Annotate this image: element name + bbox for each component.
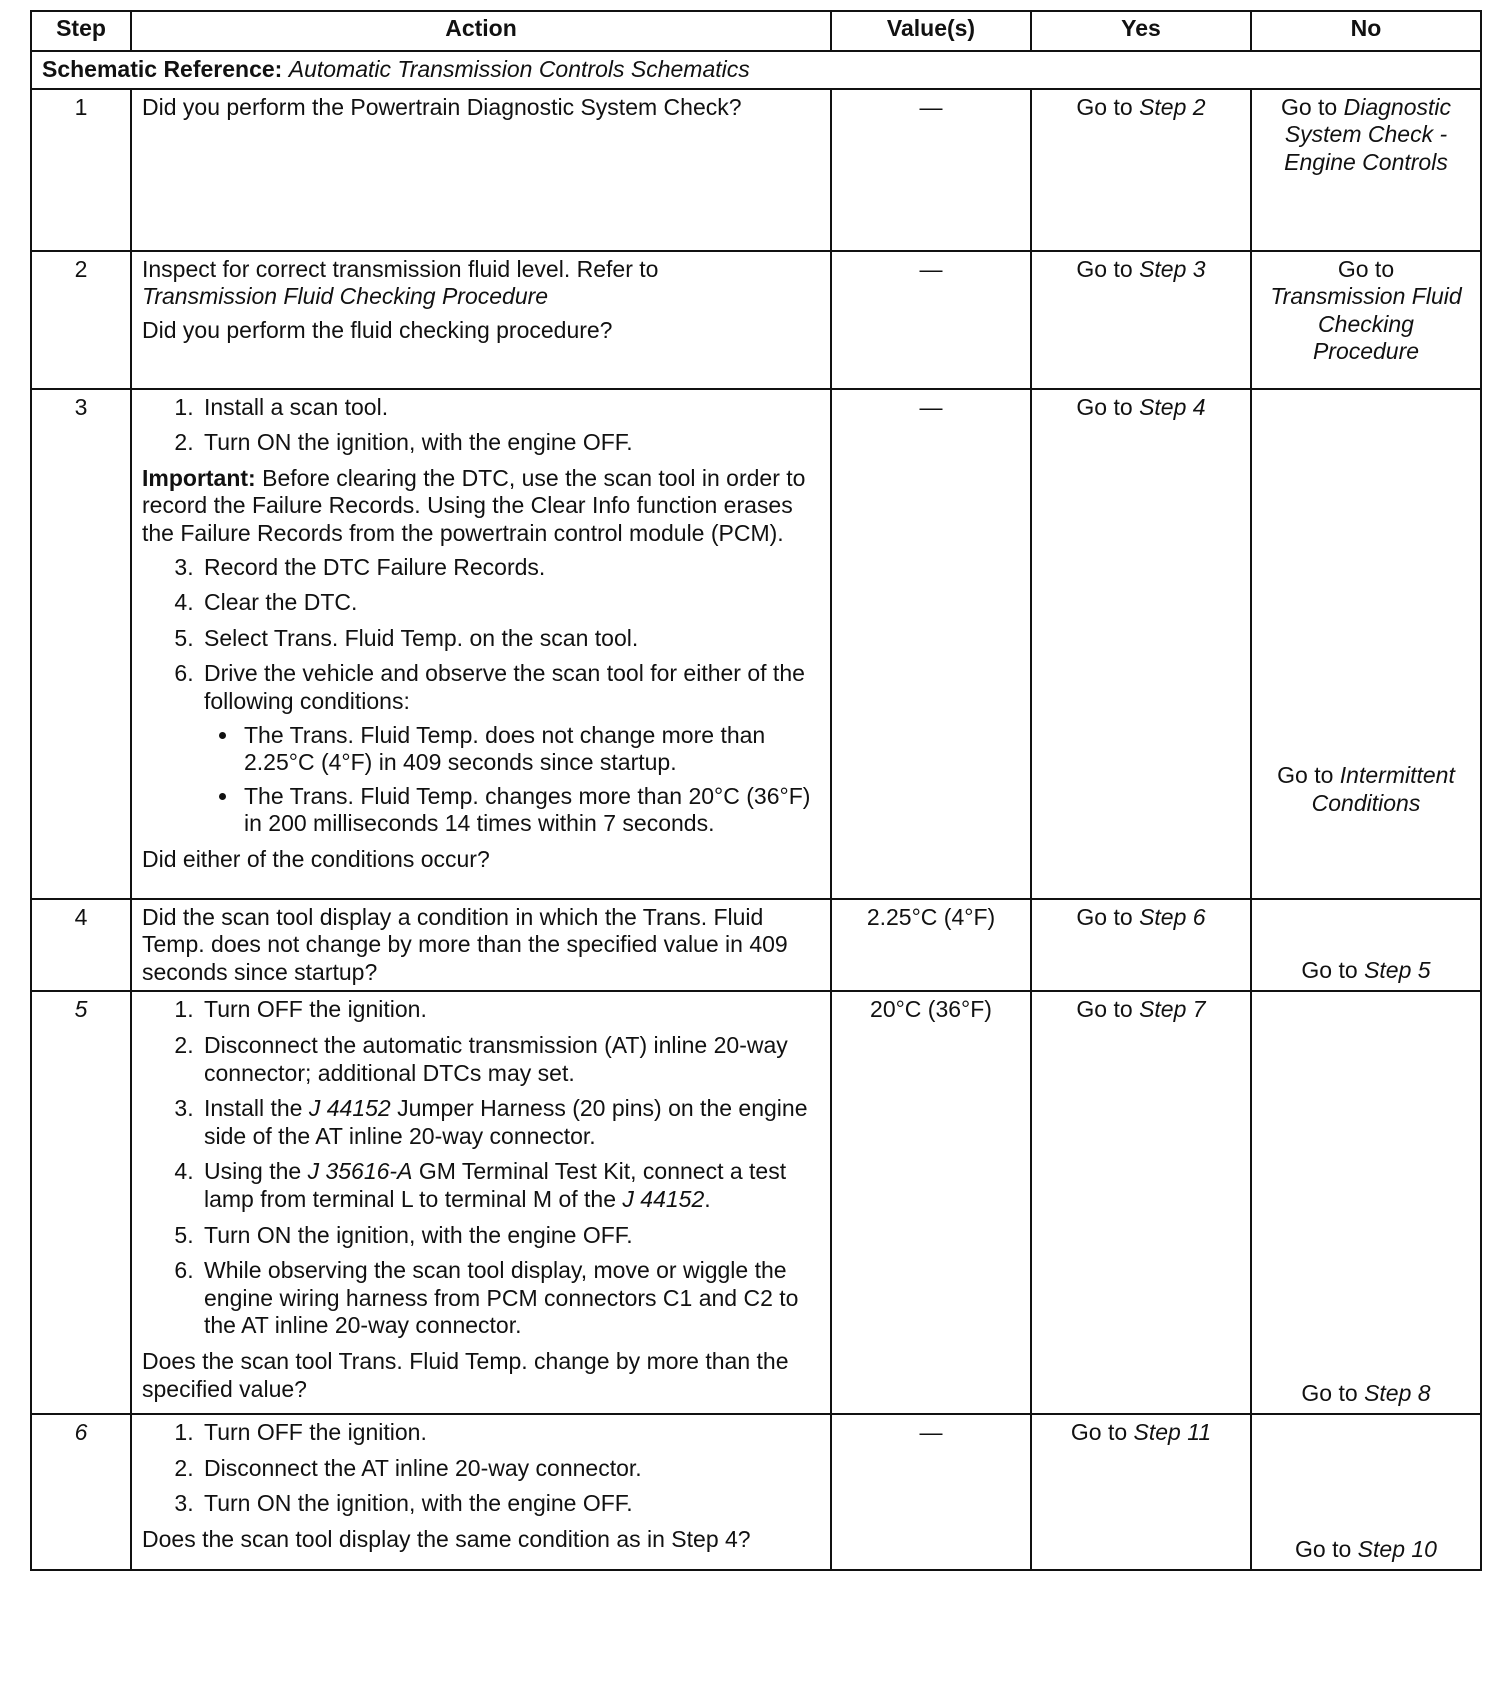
diagnostic-table [30,10,1482,1571]
schematic-reference-row [31,51,1481,89]
no-link[interactable]: Step 8 [1364,1379,1431,1406]
yes-link[interactable]: Step 6 [1139,903,1206,930]
no-link[interactable]: Intermittent Conditions [1311,762,1455,816]
important-note: Important: Before clearing the DTC, use the scan tool in order to record the Failure Records. Using the Clear Info function erases the Failure Records from the powertrain control module (PCM). [142,464,806,546]
yes-cell: Go to Step 7 [1031,991,1251,1414]
table-row [31,89,1481,251]
action-question: Did either of the conditions occur? [142,845,490,872]
action-step: 3. Record the DTC Failure Records. [200,554,820,582]
condition-bullet: • The Trans. Fluid Temp. does not change more than 2.25°C (4°F) in 409 seconds since startup. [240,722,820,777]
condition-bullet: • The Trans. Fluid Temp. changes more than 20°C (36°F) in 200 milliseconds 14 times within 7 seconds. [240,783,820,838]
yes-cell: Go to Step 4 [1031,389,1251,899]
action-step: 1. Turn OFF the ignition. [200,996,820,1024]
action-step: 6. Drive the vehicle and observe the scan tool for either of the following conditions: • The Trans. Fluid Temp. does not change more than 2.25°C (4°F) in 409 seconds since startup. • The Trans. Fluid Temp. changes more than 20°C (36°F) in 200 milliseconds 14 times within 7 seconds. [200,660,820,838]
no-link[interactable]: Step 10 [1357,1535,1437,1562]
step-number: 5 [31,991,131,1414]
header-action: Action [131,11,831,51]
action-step: 1. Install a scan tool. [200,394,820,422]
action-step: 6. While observing the scan tool display, move or wiggle the engine wiring harness from PCM connectors C1 and C2 to the AT inline 20-way connector. [200,1257,820,1340]
yes-link[interactable]: Step 2 [1139,93,1206,120]
step-number: 2 [31,251,131,389]
yes-cell: Go to Step 6 [1031,899,1251,992]
action-question: Did you perform the fluid checking procedure? [142,316,613,343]
header-row [31,11,1481,51]
action-step: 3. Turn ON the ignition, with the engine OFF. [200,1490,820,1518]
yes-cell: Go to Step 11 [1031,1414,1251,1570]
value-cell: 20°C (36°F) [831,991,1031,1414]
no-link[interactable]: Step 5 [1364,956,1431,983]
action-step: 4. Clear the DTC. [200,589,820,617]
value-cell: — [831,89,1031,251]
no-cell: Go to Diagnostic System Check - Engine Controls [1251,89,1481,251]
action-question: Did the scan tool display a condition in which the Trans. Fluid Temp. does not change by more than the specified value in 409 seconds since startup? [142,903,788,985]
action-cell [131,1414,831,1570]
header-no: No [1251,11,1481,51]
no-link[interactable]: Transmission Fluid Checking Procedure [1270,283,1462,365]
table-row [31,899,1481,992]
action-cell [131,899,831,992]
table-row [31,389,1481,899]
action-question: Does the scan tool Trans. Fluid Temp. change by more than the specified value? [142,1347,789,1402]
procedure-link[interactable]: Transmission Fluid Checking Procedure [142,283,549,310]
header-yes: Yes [1031,11,1251,51]
yes-link[interactable]: Step 3 [1139,255,1206,282]
no-cell: Go to Transmission Fluid Checking Procedure [1251,251,1481,389]
step-number: 4 [31,899,131,992]
step-number: 1 [31,89,131,251]
value-cell: — [831,251,1031,389]
table-row [31,991,1481,1414]
action-step: 5. Turn ON the ignition, with the engine OFF. [200,1222,820,1250]
action-cell [131,991,831,1414]
action-step: 2. Disconnect the AT inline 20-way connector. [200,1455,820,1483]
header-step: Step [31,11,131,51]
action-step: 5. Select Trans. Fluid Temp. on the scan tool. [200,625,820,653]
action-cell [131,389,831,899]
action-step: 1. Turn OFF the ignition. [200,1419,820,1447]
yes-cell: Go to Step 3 [1031,251,1251,389]
tool-reference: J 35616-A [307,1158,413,1185]
value-cell: — [831,389,1031,899]
no-cell: Go to Intermittent Conditions [1251,389,1481,899]
header-value: Value(s) [831,11,1031,51]
action-step: 3. Install the J 44152 Jumper Harness (20 pins) on the engine side of the AT inline 20-way connector. [200,1095,820,1150]
step-number: 3 [31,389,131,899]
step-number: 6 [31,1414,131,1570]
value-cell: — [831,1414,1031,1570]
yes-cell: Go to Step 2 [1031,89,1251,251]
action-step: 2. Turn ON the ignition, with the engine OFF. [200,429,820,457]
tool-reference: J 44152 [622,1185,705,1212]
action-question: Does the scan tool display the same condition as in Step 4? [142,1525,751,1552]
action-cell [131,89,831,251]
schematic-reference-label: Schematic Reference: [42,56,283,82]
action-instruction: Inspect for correct transmission fluid level. Refer to [142,255,659,282]
yes-link[interactable]: Step 11 [1133,1419,1212,1446]
value-cell: 2.25°C (4°F) [831,899,1031,992]
action-cell [131,251,831,389]
table-row [31,251,1481,389]
no-link[interactable]: Diagnostic System Check - Engine Controls [1284,93,1452,175]
no-cell: Go to Step 5 [1251,899,1481,992]
action-step: 4. Using the J 35616-A GM Terminal Test Kit, connect a test lamp from terminal L to terminal M of the J 44152. [200,1158,820,1213]
yes-link[interactable]: Step 7 [1139,996,1206,1023]
no-cell: Go to Step 8 [1251,991,1481,1414]
no-cell: Go to Step 10 [1251,1414,1481,1570]
action-step: 2. Disconnect the automatic transmission (AT) inline 20-way connector; additional DTCs may set. [200,1032,820,1087]
action-question: Did you perform the Powertrain Diagnostic System Check? [142,93,742,120]
table-row [31,1414,1481,1570]
schematic-reference-link[interactable]: Automatic Transmission Controls Schematics [288,56,750,82]
yes-link[interactable]: Step 4 [1139,393,1206,420]
tool-reference: J 44152 [308,1095,391,1122]
